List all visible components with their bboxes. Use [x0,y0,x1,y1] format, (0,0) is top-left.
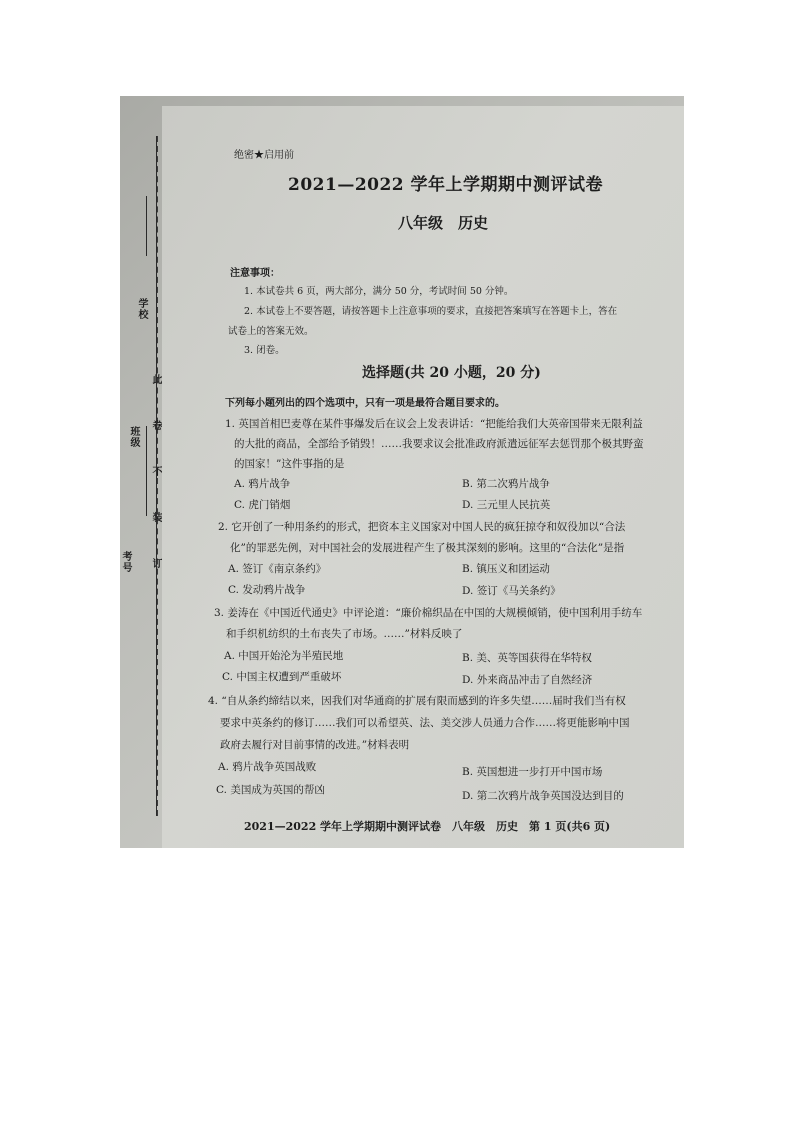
question-3-line: 和手织机纺织的土布丧失了市场。……”材料反映了 [226,628,463,640]
photo-of-exam-paper [120,96,684,848]
question-3-line: 3. 姜涛在《中国近代通史》中评论道：“廉价棉织品在中国的大规模倾销，使中国利用手纺车 [214,607,643,619]
class-label: 班级 [128,426,139,448]
question-1-line: 的大批的商品，全部给予销毁！……我要求议会批准政府派遣远征军去惩罚那个极其野蛮 [234,438,644,450]
question-2-option-d: D. 签订《马关条约》 [462,585,561,597]
section-instruction: 下列每小题列出的四个选项中，只有一项是最符合题目要求的。 [225,398,505,409]
question-2-option-a: A. 签订《南京条约》 [228,563,327,575]
question-2-option-b: B. 镇压义和团运动 [462,563,550,575]
exam-no-label: 考号 [120,551,131,573]
question-2-option-c: C. 发动鸦片战争 [228,584,306,596]
question-3-option-c: C. 中国主权遭到严重破坏 [222,671,342,683]
question-4-line: 政府去履行对目前事情的改进。”材料表明 [220,739,410,751]
question-1-line: 的国家！”这件事指的是 [234,458,345,470]
question-1-option-a: A. 鸦片战争 [234,478,291,490]
school-label: 学校 [136,298,147,320]
question-4-option-a: A. 鸦片战争英国战败 [218,761,317,773]
page-footer: 2021—2022 学年上学期期中测评试卷 八年级 历史 第 1 页(共6 页) [244,820,611,833]
question-1-line: 1. 英国首相巴麦尊在某件事爆发后在议会上发表讲话：“把能给我们大英帝国带来无限利益 [225,418,643,430]
secret-mark: 绝密★启用前 [234,150,294,161]
section-title: 选择题(共 20 小题，20 分) [362,365,541,381]
notice-item: 试卷上的答案无效。 [228,326,314,337]
notice-item: 2. 本试卷上不要答题，请按答题卡上注意事项的要求，直接把答案填写在答题卡上，答在 [244,306,618,317]
question-4-line: 4. “自从条约缔结以来，因我们对华通商的扩展有限而感到的许多失望……届时我们当有权 [208,695,626,707]
question-4-line: 要求中英条约的修订……我们可以希望英、法、美交涉人员通力合作……将更能影响中国 [220,717,630,729]
margin-line [156,136,157,816]
notice-item: 3. 闭卷。 [244,345,285,356]
exam-subtitle: 八年级 历史 [398,214,489,232]
question-2-line: 2. 它开创了一种用条约的形式，把资本主义国家对中国人民的疯狂掠夺和奴役加以“合法 [218,521,626,533]
question-1-option-d: D. 三元里人民抗英 [462,499,551,511]
seal-text: 此 卷 不 装 订 [150,374,161,581]
school-underline [146,196,147,256]
question-4-option-c: C. 美国成为英国的帮凶 [216,784,325,796]
question-3-option-a: A. 中国开始沦为半殖民地 [224,650,344,662]
question-1-option-c: C. 虎门销烟 [234,499,291,511]
question-4-option-b: B. 英国想进一步打开中国市场 [462,766,603,778]
notice-heading: 注意事项： [230,268,280,279]
exam-title: 2021—2022 学年上学期期中测评试卷 [288,175,604,195]
question-1-option-b: B. 第二次鸦片战争 [462,478,550,490]
question-2-line: 化”的罪恶先例，对中国社会的发展进程产生了极其深刻的影响。这里的“合法化”是指 [230,542,625,554]
notice-item: 1. 本试卷共 6 页，两大部分，满分 50 分，考试时间 50 分钟。 [244,286,514,297]
exam-page [162,106,684,848]
question-3-option-b: B. 美、英等国获得在华特权 [462,652,592,664]
question-3-option-d: D. 外来商品冲击了自然经济 [462,674,593,686]
question-4-option-d: D. 第二次鸦片战争英国没达到目的 [462,790,624,802]
class-underline [146,426,147,516]
